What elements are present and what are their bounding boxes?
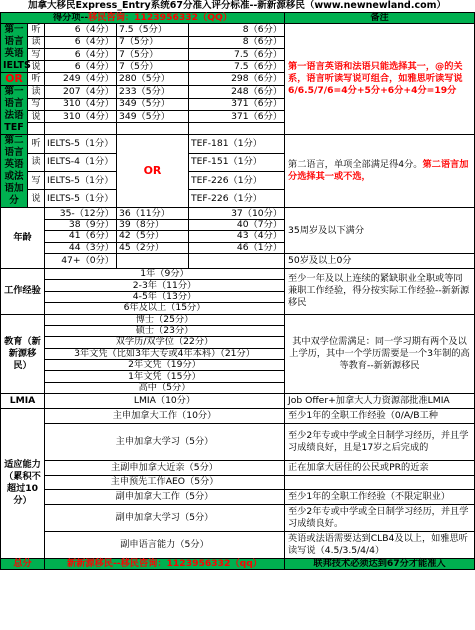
skill: 读 bbox=[28, 86, 45, 98]
cell: 298（6分） bbox=[189, 73, 285, 86]
cell: 正在加拿大居住的公民或PR的近亲 bbox=[285, 461, 475, 476]
cell: 37（10分） bbox=[189, 208, 285, 219]
cell: 35-（12分） bbox=[45, 208, 117, 219]
adapt-row bbox=[1, 476, 475, 489]
cell: 2年文凭（19分） bbox=[45, 360, 285, 371]
cell: 349（5分） bbox=[117, 98, 189, 110]
skill: 读 bbox=[28, 36, 45, 48]
cell: 双学历/双学位（22分） bbox=[45, 337, 285, 348]
adapt-row bbox=[1, 424, 475, 461]
cell: 2-3年（11分） bbox=[45, 280, 285, 291]
cell: 280（5分） bbox=[117, 73, 189, 86]
footer-contact: 新新源移民--移民咨询：1123956332（qq） bbox=[45, 558, 285, 569]
cell: 6年及以上（15分） bbox=[45, 303, 285, 314]
skill: 写 bbox=[28, 48, 45, 60]
skill: 写 bbox=[28, 171, 45, 189]
cell: 349（5分） bbox=[117, 110, 189, 122]
work-note: 至少一年及以上连续的紧缺职业全职或等同兼职工作经验，得分按实际工作经验--新新源移民 bbox=[285, 268, 475, 314]
cell: 7（5分） bbox=[117, 36, 189, 48]
cell: 主申加拿大学习（5分） bbox=[45, 424, 285, 461]
cell: 371（6分） bbox=[189, 98, 285, 110]
cell: 8（6分） bbox=[189, 36, 285, 48]
footer-label: 总分 bbox=[1, 558, 45, 569]
header-note: 备注 bbox=[285, 13, 475, 24]
lang1-ielts-label: 第一语言英语IELTS bbox=[1, 24, 28, 73]
skill: 听 bbox=[28, 24, 45, 36]
cell: 43（4分） bbox=[189, 231, 285, 242]
age-note-zero: 50岁及以上0分 bbox=[285, 253, 475, 268]
cell: 249（4分） bbox=[45, 73, 117, 86]
age-note-full: 35周岁及以下满分 bbox=[285, 208, 475, 254]
lang2-row bbox=[1, 135, 475, 153]
cell: 310（4分） bbox=[45, 98, 117, 110]
cell: 7.5（6分） bbox=[189, 48, 285, 60]
adapt-row bbox=[1, 531, 475, 558]
cell: 4-5年（13分） bbox=[45, 291, 285, 302]
cell: 371（6分） bbox=[189, 110, 285, 122]
cell: 副申加拿大学习（5分） bbox=[45, 504, 285, 531]
footer-note: 联邦技术必须达到67分才能准入 bbox=[285, 558, 475, 569]
edu-label: 教育（新新源移民） bbox=[1, 314, 45, 394]
lang2-or: OR bbox=[117, 135, 189, 208]
cell: 207（4分） bbox=[45, 86, 117, 98]
edu-note: 其中双学位需满足：同一学习期有两个及以上学历，其中一个学历需要是一个3年制的高等教育--新新源移民 bbox=[285, 314, 475, 394]
cell: 主副申加拿大近亲（5分） bbox=[45, 461, 285, 476]
cell bbox=[285, 476, 475, 489]
cell: 248（6分） bbox=[189, 86, 285, 98]
cell: 40（7分） bbox=[189, 219, 285, 230]
age-row bbox=[1, 208, 475, 219]
cell: 主申加拿大工作（10分） bbox=[45, 409, 285, 424]
cell: TEF-151（1分） bbox=[189, 153, 285, 171]
cell: 39（8分） bbox=[117, 219, 189, 230]
header-score-cell bbox=[1, 13, 285, 24]
lang1-tef-label: 第一语言法语TEF bbox=[1, 86, 28, 135]
ielts-row bbox=[1, 24, 475, 36]
skill: 读 bbox=[28, 153, 45, 171]
cell: 3年文凭（比如3年大专或4年本科）（21分） bbox=[45, 348, 285, 359]
cell: IELTS-5（1分） bbox=[45, 135, 117, 153]
cell: 233（5分） bbox=[117, 86, 189, 98]
cell: 6（4分） bbox=[45, 36, 117, 48]
cell: 至少1年的全职工作经验（不限定职业） bbox=[285, 489, 475, 504]
page-title: 加拿大移民Express_Entry系统67分准入评分标准--新新源移民（www.newnewland.com） bbox=[27, 0, 447, 11]
adapt-label: 适应能力（累积不超过10分） bbox=[1, 409, 45, 558]
cell: IELTS-5（1分） bbox=[45, 171, 117, 189]
cell: 至少2年专或中学或全日制学习经历，并且学习成绩良好，且是17岁之后完成的 bbox=[285, 424, 475, 461]
header-row bbox=[1, 13, 475, 24]
age-row bbox=[1, 253, 475, 268]
lmia-row bbox=[1, 394, 475, 409]
cell: 45（2分） bbox=[117, 242, 189, 253]
age-label: 年龄 bbox=[1, 208, 45, 269]
header-score-label: 得分项-- bbox=[52, 12, 89, 24]
cell: 47+（0分） bbox=[45, 253, 117, 268]
cell: TEF-181（1分） bbox=[189, 135, 285, 153]
adapt-row bbox=[1, 409, 475, 424]
lang2-label: 第二语言英语或法语加分 bbox=[1, 135, 28, 208]
adapt-row bbox=[1, 504, 475, 531]
cell: 1年（9分） bbox=[45, 268, 285, 279]
cell: IELTS-4（1分） bbox=[45, 153, 117, 171]
cell: 310（4分） bbox=[45, 110, 117, 122]
cell: 7.5（6分） bbox=[189, 61, 285, 73]
cell: 6（4分） bbox=[45, 24, 117, 36]
lmia-value: LMIA（10分） bbox=[45, 394, 285, 409]
cell: 副申语言能力（5分） bbox=[45, 531, 285, 558]
cell: 主申预先工作AEO（5分） bbox=[45, 476, 285, 489]
cell: 6（4分） bbox=[45, 48, 117, 60]
lang1-note: 第一语言英语和法语只能选择其一，@的关系，语言听读写说可组合，如雅思听读写说6/6.5/7/6=4分+5分+6分+4分=19分 bbox=[285, 24, 475, 135]
header-contact: 移民咨询：1123956332（QQ） bbox=[88, 12, 233, 24]
cell: 至少2年专或中学或全日制学习经历，并且学习成绩良好。 bbox=[285, 504, 475, 531]
cell: 8（6分） bbox=[189, 24, 285, 36]
skill: 说 bbox=[28, 190, 45, 208]
edu-row bbox=[1, 314, 475, 325]
skill: 说 bbox=[28, 110, 45, 122]
score-table bbox=[0, 12, 475, 570]
lmia-note: Job Offer+加拿大人力资源部批准LMIA bbox=[285, 394, 475, 409]
cell: 7（5分） bbox=[117, 61, 189, 73]
footer-row bbox=[1, 558, 475, 569]
cell: TEF-226（1分） bbox=[189, 190, 285, 208]
cell: 41（6分） bbox=[45, 231, 117, 242]
lang2-note bbox=[285, 135, 475, 208]
cell bbox=[189, 253, 285, 268]
cell: IELTS-5（1分） bbox=[45, 190, 117, 208]
cell: 1年文凭（15分） bbox=[45, 371, 285, 382]
cell bbox=[117, 253, 189, 268]
lang1-or-label: OR bbox=[1, 73, 28, 86]
work-row bbox=[1, 268, 475, 279]
cell: 38（9分） bbox=[45, 219, 117, 230]
cell: 6（4分） bbox=[45, 61, 117, 73]
skill: 写 bbox=[28, 98, 45, 110]
cell: 副申加拿大工作（5分） bbox=[45, 489, 285, 504]
skill: 说 bbox=[28, 61, 45, 73]
cell: 36（11分） bbox=[117, 208, 189, 219]
cell: 英语或法语需要达到CLB4及以上，如雅思听读写说（4.5/3.5/4/4） bbox=[285, 531, 475, 558]
cell: 44（3分） bbox=[45, 242, 117, 253]
lang2-note-black: 第二语言，单项全部满足得4分。 bbox=[288, 159, 423, 171]
cell: 42（5分） bbox=[117, 231, 189, 242]
cell: 博士（25分） bbox=[45, 314, 285, 325]
cell: 46（1分） bbox=[189, 242, 285, 253]
skill: 听 bbox=[28, 135, 45, 153]
skill: 听 bbox=[28, 73, 45, 86]
cell: 至少1年的全职工作经验（0/A/B工种 bbox=[285, 409, 475, 424]
adapt-row bbox=[1, 461, 475, 476]
cell: TEF-226（1分） bbox=[189, 171, 285, 189]
adapt-row bbox=[1, 489, 475, 504]
lang2-note-red: 第二语言加分选择其一或不选， bbox=[288, 159, 469, 183]
work-label: 工作经验 bbox=[1, 268, 45, 314]
cell: 硕士（23分） bbox=[45, 325, 285, 336]
cell: 高中（5分） bbox=[45, 382, 285, 393]
cell: 7（5分） bbox=[117, 48, 189, 60]
cell: 7.5（5分） bbox=[117, 24, 189, 36]
lmia-label: LMIA bbox=[1, 394, 45, 409]
